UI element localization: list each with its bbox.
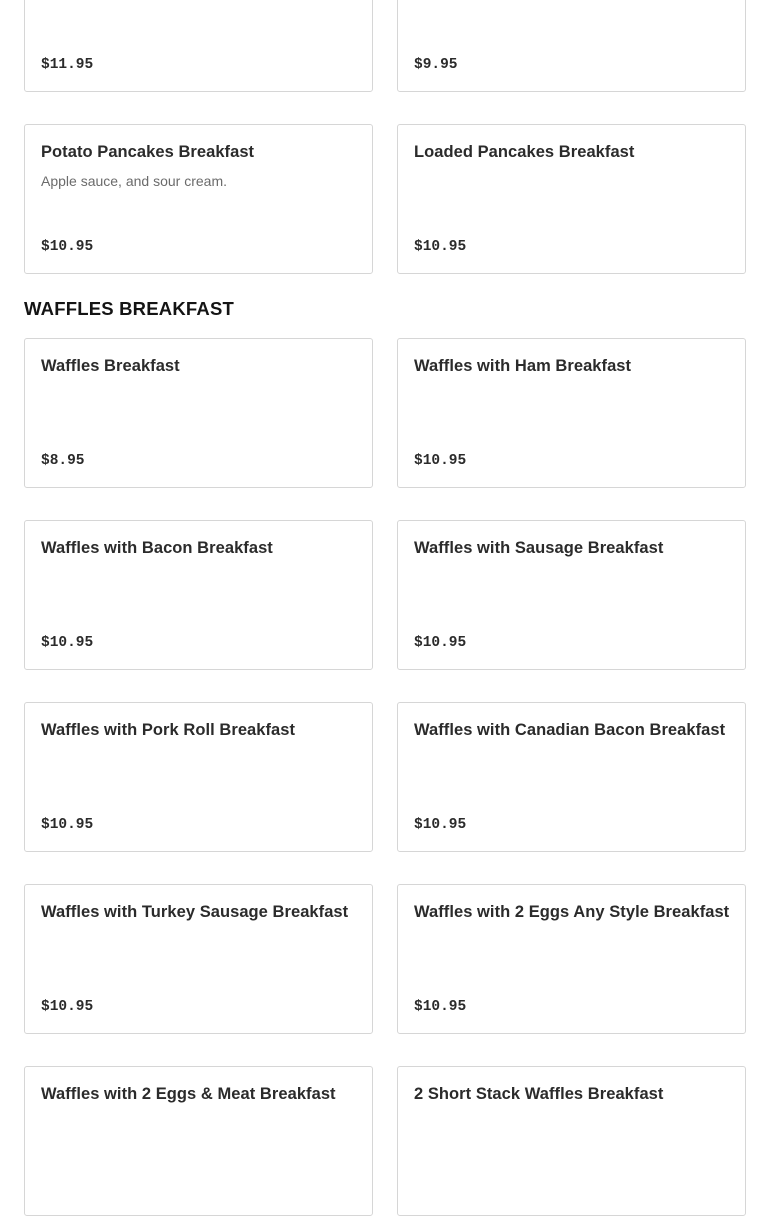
item-price: $10.95 xyxy=(414,999,467,1015)
menu-item-card[interactable] xyxy=(24,884,373,1034)
item-price: $10.95 xyxy=(41,635,94,651)
menu-item-card[interactable] xyxy=(397,338,746,488)
item-name: Waffles with Sausage Breakfast xyxy=(414,539,664,557)
menu-item-card[interactable] xyxy=(24,0,373,92)
item-price: $10.95 xyxy=(41,239,94,255)
item-name: Waffles with Turkey Sausage Breakfast xyxy=(41,903,349,921)
item-price: $10.95 xyxy=(414,635,467,651)
item-price: $9.95 xyxy=(414,57,458,73)
item-name: Waffles with Canadian Bacon Breakfast xyxy=(414,721,726,739)
menu-item-card[interactable] xyxy=(397,124,746,274)
menu-item-card[interactable] xyxy=(24,124,373,274)
item-name: Waffles with Pork Roll Breakfast xyxy=(41,721,296,739)
item-name: Waffles with 2 Eggs & Meat Breakfast xyxy=(41,1085,336,1103)
item-price: $8.95 xyxy=(41,453,85,469)
menu-item-card[interactable] xyxy=(24,1066,373,1216)
item-name: 2 Short Stack Waffles Breakfast xyxy=(414,1085,664,1103)
item-price: $10.95 xyxy=(41,999,94,1015)
menu-item-card[interactable] xyxy=(397,1066,746,1216)
menu-item-card[interactable] xyxy=(24,520,373,670)
item-price: $10.95 xyxy=(414,239,467,255)
item-name: Waffles with Bacon Breakfast xyxy=(41,539,273,557)
item-name: Loaded Pancakes Breakfast xyxy=(414,143,635,161)
item-name: Waffles with Ham Breakfast xyxy=(414,357,632,375)
item-price: $10.95 xyxy=(414,817,467,833)
menu-item-card[interactable] xyxy=(397,0,746,92)
item-name: Waffles Breakfast xyxy=(41,357,180,375)
item-name: Waffles with 2 Eggs Any Style Breakfast xyxy=(414,903,730,921)
item-price: $10.95 xyxy=(41,817,94,833)
item-description: Apple sauce, and sour cream. xyxy=(41,173,227,189)
section-title: WAFFLES BREAKFAST xyxy=(24,298,234,319)
item-price: $11.95 xyxy=(41,57,94,73)
menu-item-card[interactable] xyxy=(24,702,373,852)
item-price: $10.95 xyxy=(414,453,467,469)
item-name: Potato Pancakes Breakfast xyxy=(41,143,255,161)
menu-item-card[interactable] xyxy=(24,338,373,488)
menu-item-card[interactable] xyxy=(397,520,746,670)
menu-item-card[interactable] xyxy=(397,884,746,1034)
menu-item-card[interactable] xyxy=(397,702,746,852)
